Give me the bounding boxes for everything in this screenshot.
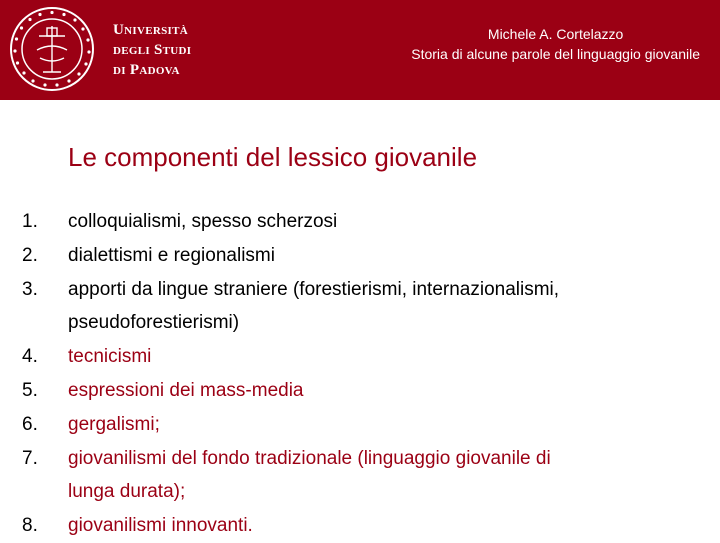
header-bar	[0, 0, 720, 100]
list-item-number: 7.	[22, 447, 38, 469]
list-item	[22, 509, 712, 543]
list-item-line: pseudoforestierismi)	[68, 312, 240, 334]
list-item-text	[68, 273, 712, 341]
component-list	[22, 205, 712, 543]
university-name-line: Università	[113, 22, 188, 38]
list-item	[22, 340, 712, 374]
list-item-text	[68, 509, 712, 543]
list-item	[22, 374, 712, 408]
list-item-line: tecnicismi	[68, 346, 152, 368]
list-item-text	[68, 408, 712, 442]
list-item	[22, 239, 712, 273]
list-item-number: 1.	[22, 211, 38, 232]
list-item-text	[68, 239, 712, 273]
list-item-number: 4.	[22, 346, 38, 368]
list-item-number: 5.	[22, 379, 38, 401]
list-item	[22, 273, 712, 341]
list-item-number: 2.	[22, 244, 38, 266]
list-item-line: giovanilismi innovanti.	[68, 515, 253, 537]
university-seal-icon	[9, 6, 95, 92]
list-item-line: lunga durata);	[68, 481, 186, 503]
course-subtitle: Storia di alcune parole del linguaggio giovanile	[411, 46, 700, 62]
university-name	[113, 20, 191, 80]
list-item-text	[68, 340, 712, 374]
list-item	[22, 408, 712, 442]
list-item-line: colloquialismi, spesso scherzosi	[68, 211, 338, 232]
list-item-text	[68, 442, 712, 510]
list-item	[22, 442, 712, 510]
university-name-line: di Padova	[113, 62, 180, 78]
list-item	[22, 205, 712, 239]
list-item-line: gergalismi;	[68, 413, 160, 435]
list-item-line: espressioni dei mass-media	[68, 379, 304, 401]
list-item-number: 3.	[22, 278, 38, 300]
list-item-number: 6.	[22, 413, 38, 435]
list-item-line: giovanilismi del fondo tradizionale (linguaggio giovanile di	[68, 447, 551, 469]
university-name-line: degli Studi	[113, 42, 192, 58]
author-name: Michele A. Cortelazzo	[487, 26, 624, 42]
list-item-number: 8.	[22, 515, 38, 537]
list-item-text	[68, 374, 712, 408]
list-item-text	[68, 205, 712, 239]
list-item-line: dialettismi e regionalismi	[68, 244, 275, 266]
author-block	[411, 24, 700, 64]
list-item-line: apporti da lingue straniere (forestierismi, internazionalismi,	[68, 278, 560, 300]
slide-title: Le componenti del lessico giovanile	[68, 142, 478, 172]
